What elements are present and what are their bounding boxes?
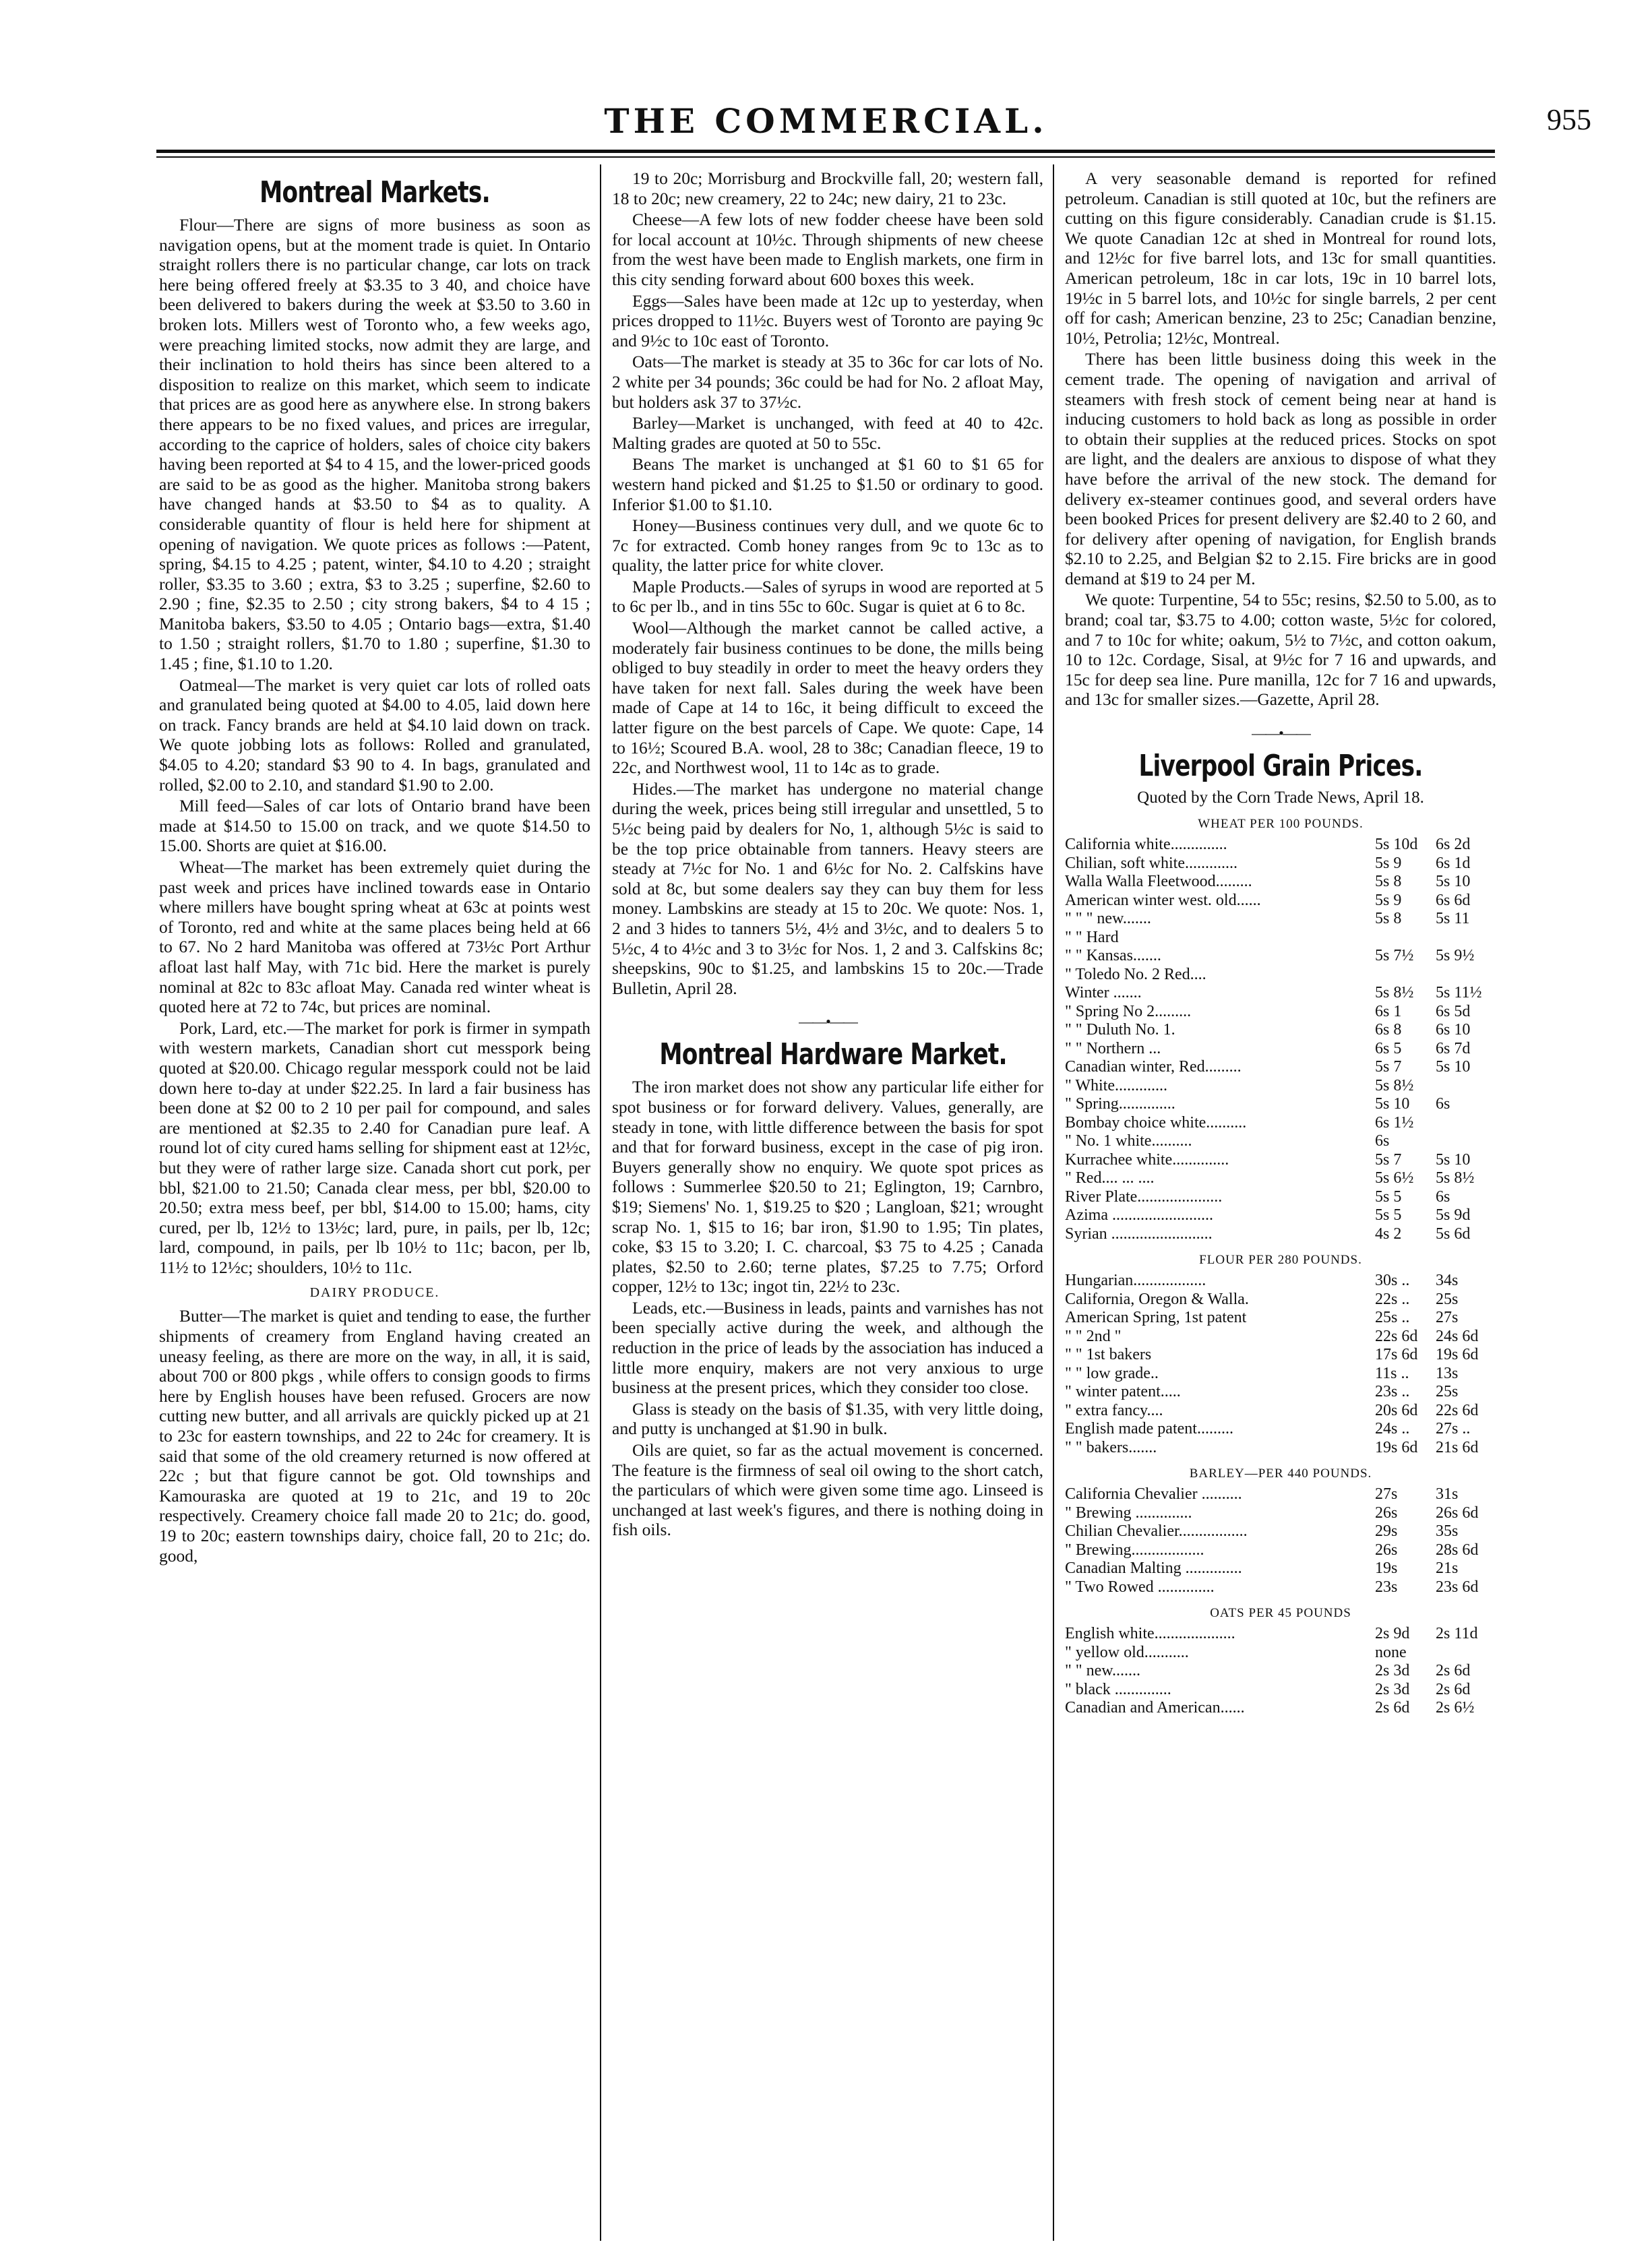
table-row	[1065, 1021, 1496, 1040]
table-row	[1065, 1040, 1496, 1059]
price-low: 2s 3d	[1375, 1680, 1410, 1698]
price-high: 34s	[1436, 1272, 1459, 1290]
price-high: 21s 6d	[1436, 1438, 1479, 1456]
price-low: 5s 10	[1375, 1095, 1410, 1113]
price-low	[1375, 966, 1436, 985]
grain-name: " Brewing ..............	[1065, 1504, 1192, 1522]
price-low: 6s 8	[1375, 1021, 1402, 1039]
price-low: 27s	[1375, 1485, 1398, 1504]
price-low: 5s 6½	[1375, 1169, 1414, 1187]
price-high: 25s	[1436, 1383, 1459, 1401]
price-high: 5s 9½	[1436, 947, 1475, 965]
column-rule-1	[600, 164, 601, 2241]
grain-name: American winter west. old......	[1065, 891, 1261, 909]
montreal-markets-heading: Montreal Markets.	[259, 175, 490, 210]
grain-name: River Plate.....................	[1065, 1187, 1223, 1206]
barley-price-table	[1065, 1485, 1496, 1597]
price-low: 6s 5	[1375, 1039, 1402, 1057]
price-high: 27s	[1436, 1309, 1459, 1327]
grain-name: " " bakers.......	[1065, 1438, 1157, 1456]
table-row	[1065, 1132, 1496, 1151]
price-low: 6s	[1375, 1132, 1390, 1150]
table-row	[1065, 1365, 1496, 1384]
price-high: 5s 9d	[1436, 1206, 1471, 1225]
table-row	[1065, 1225, 1496, 1244]
price-low: 24s ..	[1375, 1420, 1410, 1438]
grain-name: Canadian Malting ..............	[1065, 1559, 1242, 1578]
price-high: 19s 6d	[1436, 1346, 1479, 1364]
price-low: 20s 6d	[1375, 1401, 1418, 1419]
price-low: 5s 9	[1375, 854, 1402, 872]
price-high: 6s	[1436, 1095, 1450, 1113]
price-low: 5s 7½	[1375, 947, 1414, 965]
price-low: 5s 10d	[1375, 836, 1418, 854]
price-high: 25s	[1436, 1290, 1459, 1308]
grain-name: " Toledo No. 2 Red....	[1065, 965, 1206, 983]
table-row	[1065, 929, 1496, 948]
grain-name: Chilian, soft white.............	[1065, 854, 1237, 872]
grain-name: " extra fancy....	[1065, 1401, 1163, 1419]
table-row	[1065, 1383, 1496, 1402]
table-row	[1065, 1206, 1496, 1225]
price-high: 5s 8½	[1436, 1169, 1475, 1187]
price-high	[1436, 1644, 1496, 1663]
column-1	[159, 168, 590, 2244]
table-row	[1065, 1169, 1496, 1188]
flour-price-table	[1065, 1272, 1496, 1457]
grain-name: Kurrachee white..............	[1065, 1150, 1229, 1169]
price-low: 4s 2	[1375, 1225, 1402, 1243]
grain-name: " " Hard	[1065, 928, 1119, 946]
price-high: 2s 11d	[1436, 1625, 1478, 1643]
grain-name: California, Oregon & Walla.	[1065, 1290, 1249, 1308]
grain-name: " " 1st bakers	[1065, 1346, 1152, 1364]
price-high: 6s 2d	[1436, 836, 1471, 854]
price-low: 11s ..	[1375, 1364, 1409, 1382]
pork-lard-paragraph: Pork, Lard, etc.—The market for pork is firmer in sympath with western markets, Canadian short cut messpork being quoted at $20.00. Chicago regular messpork could not be laid down here to-day at under $22.25. In lard a fair business has been done at $2 00 to 2 10 per pail for compound, and sales are mentioned at $2.35 to 2.40 for Canadian pure leaf. A round lot of city cured hams selling for shipment east at 12½c, but they were of rather large size. Canada short cut pork, per bbl, $21.00 to 21.50; Canada clear mess, per bbl, $20.00 to 20.50; extra mess beef, per bbl, $14.00 to 15.00; hams, city cured, per lb, 12½ to 13½c; lard, pure, in pails, per lb, 12c; lard, compound, in pails, per lb 10½ to 11c; bacon, per lb, 11½ to 12½c; shoulders, 10½ to 11c.	[159, 1018, 590, 1277]
table-row	[1065, 1625, 1496, 1644]
grain-name: " " 2nd "	[1065, 1327, 1122, 1345]
price-high: 27s ..	[1436, 1420, 1471, 1438]
table-row	[1065, 1541, 1496, 1560]
dairy-produce-subheading: DAIRY PRODUCE.	[309, 1285, 440, 1301]
table-row	[1065, 984, 1496, 1003]
table-row	[1065, 1077, 1496, 1096]
table-row	[1065, 1058, 1496, 1077]
grain-name: " Spring No 2.........	[1065, 1002, 1192, 1020]
price-low: 23s	[1375, 1578, 1398, 1596]
price-high: 6s 10	[1436, 1021, 1471, 1039]
price-low: 22s 6d	[1375, 1327, 1418, 1345]
price-high: 13s	[1436, 1364, 1459, 1382]
price-low: 5s 8	[1375, 873, 1402, 891]
price-low: 5s 8	[1375, 910, 1402, 928]
grain-name: California white..............	[1065, 836, 1227, 854]
table-row	[1065, 836, 1496, 855]
price-high: 35s	[1436, 1522, 1459, 1541]
price-high: 5s 10	[1436, 1150, 1471, 1169]
maple-products-paragraph: Maple Products.—Sales of syrups in wood are reported at 5 to 6c per lb., and in tins 55c to 60c. Sugar is quiet at 6 to 8c.	[612, 576, 1043, 617]
wheat-paragraph: Wheat—The market has been extremely quiet during the past week and prices have inclined towards ease in Ontario where millers have bought spring wheat at 63c at points west of Toronto, red and white at the same places being held at 66 to 67. No 2 hard Manitoba was offered at 73½c Port Arthur afloat last half May, with 71c bid. Here the market is purely nominal at 82c to 83c afloat May. Canada red winter wheat is quoted here at 72 to 74c, but prices are nominal.	[159, 857, 590, 1017]
grain-name: Winter .......	[1065, 984, 1142, 1002]
grain-name: " " Northern ...	[1065, 1039, 1161, 1057]
grain-name: " Two Rowed ..............	[1065, 1578, 1215, 1596]
price-low: 5s 9	[1375, 891, 1402, 909]
price-low: 5s 5	[1375, 1187, 1402, 1206]
table-row	[1065, 1291, 1496, 1309]
table-row	[1065, 910, 1496, 929]
oils-paragraph: Oils are quiet, so far as the actual movement is concerned. The feature is the firmness of seal oil owing to the short catch, the particulars of which were given some time ago. Linseed is unchanged at last week's figures, and there is nothing doing in fish oils.	[612, 1440, 1043, 1540]
grain-name: Hungarian..................	[1065, 1272, 1206, 1290]
price-high	[1436, 1114, 1496, 1133]
table-row	[1065, 1578, 1496, 1597]
price-low: 6s 1	[1375, 1002, 1402, 1020]
price-low: 5s 5	[1375, 1206, 1402, 1225]
table-row	[1065, 1188, 1496, 1207]
oats-paragraph: Oats—The market is steady at 35 to 36c for car lots of No. 2 white per 34 pounds; 36c could be had for No. 2 afloat May, but holders ask 37 to 37½c.	[612, 352, 1043, 412]
table-row	[1065, 1485, 1496, 1504]
masthead	[0, 0, 1652, 148]
mill-feed-paragraph: Mill feed—Sales of car lots of Ontario brand have been made at $14.50 to 15.00 on track, and we quote $14.50 to 15.00. Shorts are quiet at $16.00.	[159, 796, 590, 856]
turpentine-paragraph: We quote: Turpentine, 54 to 55c; resins, $2.50 to 5.00, as to brand; coal tar, $3.75 to 4.00; cotton waste, 5½c for colored, and 7 to 10c for white; oakum, 5½ to 7½c, and cotton oakum, 10 to 12c. Cordage, Sisal, at 9½c for 7 16 and upwards, and 15c for deep sea line. Pure manilla, 12c for 7 16 and upwards, and 13c for smaller sizes.—Gazette, April 28.	[1065, 590, 1496, 710]
table-row	[1065, 1662, 1496, 1681]
price-high: 2s 6½	[1436, 1699, 1475, 1717]
price-high: 6s 7d	[1436, 1039, 1471, 1057]
grain-name: Syrian .........................	[1065, 1225, 1213, 1243]
price-high	[1436, 1132, 1496, 1151]
cheese-paragraph: Cheese—A few lots of new fodder cheese have been sold for local account at 10½c. Through shipments of new cheese from the west have been made to English markets, one firm in this city sending forward about 600 boxes this week.	[612, 210, 1043, 289]
price-low: 30s ..	[1375, 1272, 1410, 1290]
price-high: 23s 6d	[1436, 1578, 1479, 1596]
grain-name: " Red.... ... ....	[1065, 1169, 1155, 1187]
oats-subheading: OATS PER 45 POUNDS	[1210, 1606, 1351, 1621]
liverpool-grain-heading: Liverpool Grain Prices.	[1138, 749, 1423, 784]
grain-name: " " Kansas.......	[1065, 947, 1161, 965]
column-3	[1065, 168, 1496, 2244]
table-row	[1065, 1003, 1496, 1022]
barley-subheading: BARLEY—PER 440 POUNDS.	[1189, 1466, 1372, 1481]
flour-paragraph: Flour—There are signs of more business as soon as navigation opens, but at the moment trade is quiet. In Ontario straight rollers there is no particular change, car lots on track here being offered freely at $3.35 to 3 40, and choice have been delivered to bakers during the week at $3.50 to 3.60 in broken lots. Millers west of Toronto who, a few weeks ago, were preaching limited stocks, now admit they are large, and their inclination to hold theirs has since been altered to a disposition to realize on this market, which seem to indicate that prices are as good here as anywhere else. In strong bakers there appears to be no fixed values, and prices are irregular, according to the caprice of holders, sales of choice city bakers having been reported at $4 to 4 15, and the lower-priced goods are said to be as good as the higher. Manitoba strong bakers have changed hands at $3.50 to $4 as to quality. A considerable quantity of flour is held here for shipment at opening of navigation. We quote prices as follows :—Patent, spring, $4.15 to 4.25 ; patent, winter, $4.10 to 4.20 ; straight roller, $3.35 to 3.60 ; extra, $3 to 3.25 ; superfine, $2.60 to 2.90 ; fine, $2.35 to 2.50 ; city strong bakers, $4 to 4 15 ; Manitoba bakers, $3.50 to 4.05 ; Ontario bags—extra, $1.40 to 1.50 ; straight rollers, $1.70 to 1.80 ; superfine, $1.30 to 1.45 ; fine, $1.10 to 1.20.	[159, 215, 590, 674]
table-row	[1065, 1095, 1496, 1114]
grain-name: " Brewing..................	[1065, 1541, 1204, 1559]
header-rule-thick	[156, 150, 1495, 153]
flour-subheading: FLOUR PER 280 POUNDS.	[1199, 1253, 1362, 1268]
grain-name: California Chevalier ..........	[1065, 1485, 1242, 1504]
price-low: 23s ..	[1375, 1383, 1410, 1401]
price-high: 22s 6d	[1436, 1401, 1479, 1419]
section-divider: ——•——	[799, 1013, 857, 1030]
price-low: 5s 8½	[1375, 1076, 1414, 1094]
petroleum-paragraph: A very seasonable demand is reported for refined petroleum. Canadian is still quoted at 10c, but the refiners are cutting on this figure considerably. Canadian crude is $1.15. We quote Canadian 12c at shed in Montreal for round lots, and 12½c for five barrel lots, and 13c for small quantities. American petroleum, 18c in car lots, 19c in 10 barrel lots, 19½c in 5 barrel lots, and 10½c for single barrels, 2 per cent off for cash; American benzine, 23 to 25c; Canadian benzine, 10½, Petrolia; 12½c, Montreal.	[1065, 168, 1496, 348]
price-high: 6s 6d	[1436, 891, 1471, 909]
glass-paragraph: Glass is steady on the basis of $1.35, with very little doing, and putty is unchanged at $1.90 in bulk.	[612, 1398, 1043, 1439]
price-high: 6s 1d	[1436, 854, 1471, 872]
grain-name: English white....................	[1065, 1625, 1235, 1643]
price-low: 2s 9d	[1375, 1625, 1410, 1643]
price-low: 2s 3d	[1375, 1662, 1410, 1680]
price-high: 6s 5d	[1436, 1002, 1471, 1020]
grain-name: " White.............	[1065, 1076, 1168, 1094]
table-row	[1065, 1699, 1496, 1718]
price-low: 5s 8½	[1375, 984, 1414, 1002]
grain-name: " Spring..............	[1065, 1095, 1175, 1113]
price-high	[1436, 1077, 1496, 1096]
price-low: 2s 6d	[1375, 1699, 1410, 1717]
barley-paragraph: Barley—Market is unchanged, with feed at 40 to 42c. Malting grades are quoted at 50 to 55c.	[612, 413, 1043, 453]
grain-name: Azima .........................	[1065, 1206, 1213, 1225]
price-low: 25s ..	[1375, 1309, 1410, 1327]
grain-name: Walla Walla Fleetwood.........	[1065, 873, 1252, 891]
grain-name: English made patent.........	[1065, 1420, 1233, 1438]
price-high: 24s 6d	[1436, 1327, 1479, 1345]
quoted-by-line: Quoted by the Corn Trade News, April 18.	[1137, 789, 1424, 807]
price-high: 5s 11	[1436, 910, 1470, 928]
table-row	[1065, 1151, 1496, 1170]
table-row	[1065, 1114, 1496, 1133]
table-row	[1065, 1272, 1496, 1291]
price-low: none	[1375, 1643, 1407, 1661]
table-row	[1065, 1346, 1496, 1365]
grain-name: " black ..............	[1065, 1680, 1171, 1698]
eggs-paragraph: Eggs—Sales have been made at 12c up to yesterday, when prices dropped to 11½c. Buyers west of Toronto are paying 9c and 9½c to 10c east of Toronto.	[612, 290, 1043, 350]
price-high	[1436, 929, 1496, 948]
price-high	[1436, 966, 1496, 985]
honey-paragraph: Honey—Business continues very dull, and we quote 6c to 7c for extracted. Comb honey ranges from 9c to 13c as to quality, the latter price for white clover.	[612, 516, 1043, 576]
price-high: 2s 6d	[1436, 1680, 1471, 1698]
table-row	[1065, 1402, 1496, 1421]
grain-name: " " new.......	[1065, 1662, 1141, 1680]
price-high: 31s	[1436, 1485, 1459, 1504]
table-row	[1065, 1328, 1496, 1347]
table-row	[1065, 1559, 1496, 1578]
price-low: 22s ..	[1375, 1290, 1410, 1308]
table-row	[1065, 873, 1496, 892]
column-2	[612, 168, 1043, 2244]
page-number: 955	[1547, 103, 1591, 136]
section-divider: ——•——	[1252, 724, 1310, 742]
header-rule-thin	[156, 156, 1495, 158]
table-row	[1065, 947, 1496, 966]
price-high: 6s	[1436, 1187, 1450, 1206]
grain-name: " yellow old...........	[1065, 1643, 1189, 1661]
beans-paragraph: Beans The market is unchanged at $1 60 to $1 65 for western hand picked and $1.25 to $1.50 or ordinary to good. Inferior $1.00 to $1.10.	[612, 454, 1043, 514]
price-high: 28s 6d	[1436, 1541, 1479, 1559]
grain-name: " winter patent.....	[1065, 1383, 1181, 1401]
leads-paragraph: Leads, etc.—Business in leads, paints and varnishes has not been specially active during the week, and although the reduction in the price of leads by the association has induced a little more enquiry, makers are not very anxious to urge business at the present prices, which they consider too close.	[612, 1297, 1043, 1398]
table-row	[1065, 1681, 1496, 1700]
price-low: 6s 1½	[1375, 1113, 1414, 1132]
grain-name: " No. 1 white..........	[1065, 1132, 1192, 1150]
price-low: 5s 7	[1375, 1058, 1402, 1076]
price-high: 2s 6d	[1436, 1662, 1471, 1680]
grain-name: " " " new.......	[1065, 910, 1151, 928]
table-row	[1065, 1439, 1496, 1458]
table-row	[1065, 1309, 1496, 1328]
grain-name: American Spring, 1st patent	[1065, 1309, 1247, 1327]
price-high: 5s 6d	[1436, 1225, 1471, 1243]
hardware-market-heading: Montreal Hardware Market.	[659, 1037, 1007, 1072]
price-low: 26s	[1375, 1504, 1398, 1522]
cement-paragraph: There has been little business doing this week in the cement trade. The opening of navigation and arrival of steamers with fresh stock of cement being near at hand is inducing customers to hold back as long as possible in order to obtain their supplies at the reduced prices. Stocks on spot are light, and the dealers are anxious to dispose of what they have before the arrival of the new stock. The demand for delivery ex-steamer continues good, and several orders have been booked Prices for present delivery are $2.40 to 2 60, and for delivery after opening of navigation, for English brands $2.10 to 2.25, and Belgian $2 to 2.15. Fire bricks are in good demand at $19 to 24 per M.	[1065, 349, 1496, 588]
price-low: 17s 6d	[1375, 1346, 1418, 1364]
grain-name: " " low grade..	[1065, 1364, 1159, 1382]
table-row	[1065, 855, 1496, 873]
price-high: 5s 11½	[1436, 984, 1482, 1002]
price-high: 5s 10	[1436, 873, 1471, 891]
price-low: 29s	[1375, 1522, 1398, 1541]
table-row	[1065, 1644, 1496, 1663]
oats-price-table	[1065, 1625, 1496, 1718]
table-row	[1065, 966, 1496, 985]
table-row	[1065, 1504, 1496, 1523]
price-high: 26s 6d	[1436, 1504, 1479, 1522]
price-low	[1375, 929, 1436, 948]
price-high: 5s 10	[1436, 1058, 1471, 1076]
price-low: 19s 6d	[1375, 1438, 1418, 1456]
price-low: 5s 7	[1375, 1150, 1402, 1169]
hides-paragraph: Hides.—The market has undergone no material change during the week, prices being still irregular and unsettled, 5 to 5½c being paid by dealers for No, 1, although 5½c is said to be the top price obtainable from tanners. Heavy steers are steady at 7½c for No. 1 and 6½c for No. 2. Calfskins have sold at 8c, but some dealers say they can buy them for less money. Lambskins are steady at 15 to 20c. We quote: Nos. 1, 2 and 3 hides to tanners 5½, 4½ and 3½c, and to dealers 5 to 5½c, 4 to 4½c and 3 to 3½c for Nos. 1, 2 and 3. Calfskins 8c; sheepskins, 90c to $1.25, and lambskins 15 to 20c.—Trade Bulletin, April 28.	[612, 778, 1043, 998]
butter-paragraph: Butter—The market is quiet and tending to ease, the further shipments of creamery from England having created an uneasy feeling, as there are more on the way, in all, it is said, about 700 or 800 pkgs , while offers to consign goods to firms here by English houses have been refused. Grocers are now cutting new butter, and all arrivals are quickly picked up at 21 to 23c for eastern townships, and 22 to 24c for creamery. It is said that some of the old creamery returned is now offered at 22c ; but that figure cannot be got. Old townships and Kamouraska are quoted at 19 to 21c, and 19 to 20c respectively. Creamery choice fall made 20 to 21c; do. good, 19 to 20c; eastern townships dairy, choice fall, 20 to 21c; do. good,	[159, 1306, 590, 1566]
wheat-subheading: WHEAT PER 100 POUNDS.	[1198, 817, 1364, 832]
price-high: 21s	[1436, 1559, 1459, 1578]
table-row	[1065, 892, 1496, 910]
grain-name: Chilian Chevalier.................	[1065, 1522, 1248, 1541]
newspaper-title: THE COMMERCIAL.	[604, 101, 1048, 141]
column-rule-2	[1053, 164, 1054, 2241]
iron-paragraph: The iron market does not show any particular life either for spot business or for forward delivery. Values, generally, are steady in tone, with little difference between the basis for spot and that for forward business, except in the case of pig iron. Buyers generally show no enquiry. We quote spot prices as follows : Summerlee $20.50 to 21; Eglington, 19; Carnbro, $19; Siemens' No. 1, $19.25 to $20 ; Langloan, $21; wrought scrap No. 1, $15 to 16; bar iron, $1.90 to 1.95; Tin plates, coke, $3 15 to 3.20; I. C. charcoal, $3 75 to 4.25 ; Canada plates, $2.50 to 2.60; terne plates, $7.25 to 7.75; Orford copper, 12½ to 13c; ingot tin, 22½ to 23c.	[612, 1077, 1043, 1297]
price-low: 26s	[1375, 1541, 1398, 1559]
grain-name: Canadian winter, Red.........	[1065, 1058, 1242, 1076]
wheat-price-table	[1065, 836, 1496, 1243]
table-row	[1065, 1420, 1496, 1439]
wool-paragraph: Wool—Although the market cannot be called active, a moderately fair business continues to be done, the mills being obliged to buy steadily in order to meet the heavy orders they have taken for next fall. Sales during the week have been made of Cape at 14 to 16c, it being difficult to exceed the latter figure on the best parcels of Cape. We quote: Cape, 14 to 16½; Scoured B.A. wool, 28 to 38c; Canadian fleece, 19 to 22c, and Northwest wool, 11 to 14c as to grade.	[612, 618, 1043, 778]
table-row	[1065, 1522, 1496, 1541]
price-low: 19s	[1375, 1559, 1398, 1578]
dairy-continued-paragraph: 19 to 20c; Morrisburg and Brockville fall, 20; western fall, 18 to 20c; new creamery, 22 to 24c; new dairy, 21 to 23c.	[612, 168, 1043, 208]
grain-name: Bombay choice white..........	[1065, 1113, 1247, 1132]
oatmeal-paragraph: Oatmeal—The market is very quiet car lots of rolled oats and granulated being quoted at $4.00 to 4.05, laid down here on track. Fancy brands are held at $4.10 laid down on track. We quote jobbing lots as follows: Rolled and granulated, $4.05 to 4.20; standard $3 90 to 4. In bags, granulated and rolled, $2.00 to 2.10, and standard $1.90 to 2.00.	[159, 675, 590, 795]
grain-name: " " Duluth No. 1.	[1065, 1021, 1175, 1039]
grain-name: Canadian and American......	[1065, 1699, 1245, 1717]
